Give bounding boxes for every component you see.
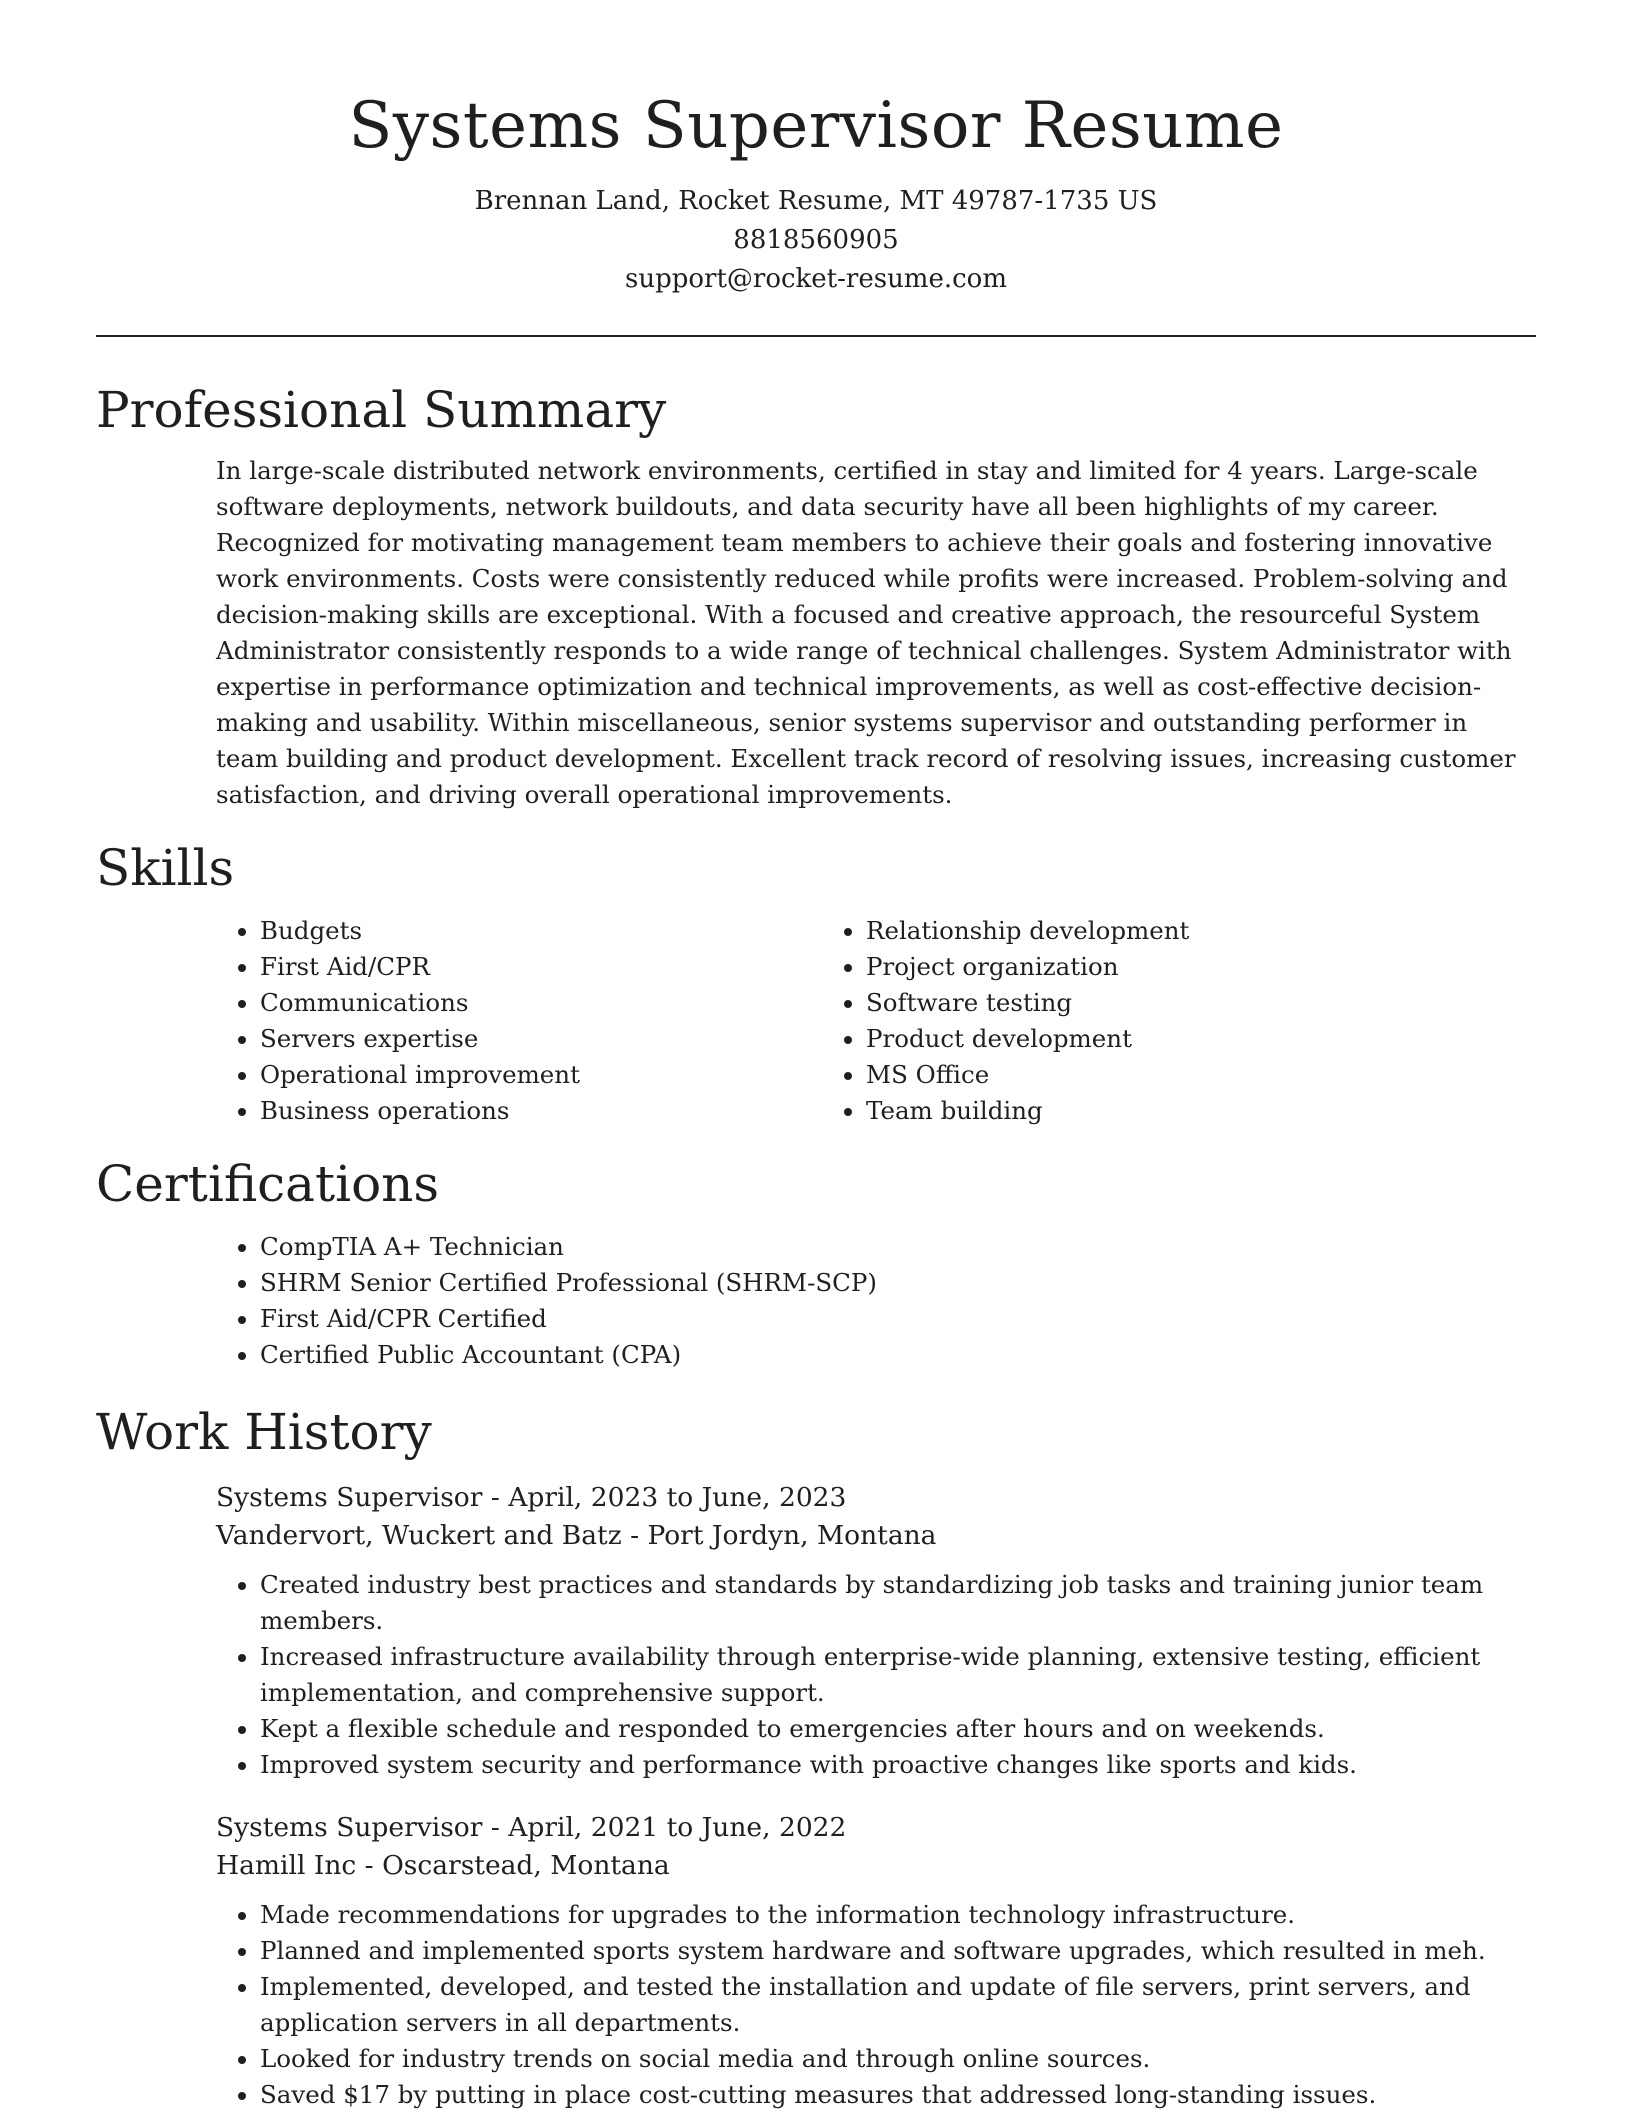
job-bullets [216, 1897, 1536, 2113]
contact-phone: 8818560905 [733, 225, 899, 255]
skill-item: • Project organization [866, 949, 1428, 985]
skill-item: • Business operations [260, 1093, 822, 1129]
header-divider [96, 335, 1536, 337]
job-bullet: • Implemented, developed, and tested the installation and update of file servers, print servers, and application servers in all departments. [260, 1969, 1536, 2041]
job-company-location: Vandervort, Wuckert and Batz - Port Jordyn, Montana [216, 1520, 937, 1551]
contact-block [96, 182, 1536, 299]
skill-item: • Product development [866, 1021, 1428, 1057]
job-bullet: • Improved system security and performance with proactive changes like sports and kids. [260, 1747, 1536, 1783]
job-bullet: • Made recommendations for upgrades to the information technology infrastructure. [260, 1897, 1536, 1933]
skill-item: • First Aid/CPR [260, 949, 822, 985]
contact-email: support@rocket-resume.com [624, 264, 1007, 294]
job-bullets [216, 1567, 1536, 1783]
job-bullet: • Planned and implemented sports system hardware and software upgrades, which resulted in meh. [260, 1933, 1536, 1969]
skill-item: • Team building [866, 1093, 1428, 1129]
section-heading-certifications: Certifications [96, 1155, 440, 1213]
contact-address: Brennan Land, Rocket Resume, MT 49787-1735 US [474, 186, 1158, 216]
job-entry [216, 1809, 1536, 2113]
professional-summary-section [96, 375, 1536, 813]
job-title-dates: Systems Supervisor - April, 2023 to June, 2023 [216, 1482, 847, 1513]
section-heading-summary: Professional Summary [96, 381, 667, 439]
section-heading-skills: Skills [96, 839, 235, 897]
skill-item: • Budgets [260, 913, 822, 949]
certification-item: • SHRM Senior Certified Professional (SHRM-SCP) [260, 1265, 1536, 1301]
skill-item: • Software testing [866, 985, 1428, 1021]
job-bullet: • Saved $17 by putting in place cost-cutting measures that addressed long-standing issues. [260, 2077, 1536, 2113]
skills-list-left [216, 913, 822, 1129]
skills-columns [216, 913, 1536, 1129]
certification-item: • CompTIA A+ Technician [260, 1229, 1536, 1265]
resume-page [96, 0, 1536, 2113]
skill-item: • Relationship development [866, 913, 1428, 949]
job-entry [216, 1479, 1536, 1783]
job-bullet: • Increased infrastructure availability through enterprise-wide planning, extensive testing, efficient implementation, and comprehensive support. [260, 1639, 1536, 1711]
certifications-list [216, 1229, 1536, 1373]
skill-item: • Servers expertise [260, 1021, 822, 1057]
certification-item: • First Aid/CPR Certified [260, 1301, 1536, 1337]
certifications-section [96, 1149, 1536, 1373]
skill-item: • Operational improvement [260, 1057, 822, 1093]
job-bullet: • Kept a flexible schedule and responded to emergencies after hours and on weekends. [260, 1711, 1536, 1747]
skills-list-right [822, 913, 1428, 1129]
job-company-location: Hamill Inc - Oscarstead, Montana [216, 1850, 670, 1881]
job-bullet: • Looked for industry trends on social media and through online sources. [260, 2041, 1536, 2077]
skills-section [96, 833, 1536, 1129]
job-bullet: • Created industry best practices and standards by standardizing job tasks and training junior team members. [260, 1567, 1536, 1639]
summary-text: In large-scale distributed network environments, certified in stay and limited for 4 years. Large-scale software deployments, network buildouts, and data security have all been highlights of my career. Recognized for motivating management team members to achieve their goals and fostering innovative work environments. Costs were consistently reduced while profits were increased. Problem-solving and decision-making skills are exceptional. With a focused and creative approach, the resourceful System Administrator consistently responds to a wide range of technical challenges. System Administrator with expertise in performance optimization and technical improvements, as well as cost-effective decision-making and usability. Within miscellaneous, senior systems supervisor and outstanding performer in team building and product development. Excellent track record of resolving issues, increasing customer satisfaction, and driving overall operational improvements. [216, 456, 1516, 809]
skill-item: • Communications [260, 985, 822, 1021]
section-heading-work-history: Work History [96, 1403, 432, 1461]
resume-title: Systems Supervisor Resume [348, 89, 1284, 163]
skill-item: • MS Office [866, 1057, 1428, 1093]
job-title-dates: Systems Supervisor - April, 2021 to June, 2022 [216, 1812, 847, 1843]
work-history-section [96, 1397, 1536, 2113]
certification-item: • Certified Public Accountant (CPA) [260, 1337, 1536, 1373]
